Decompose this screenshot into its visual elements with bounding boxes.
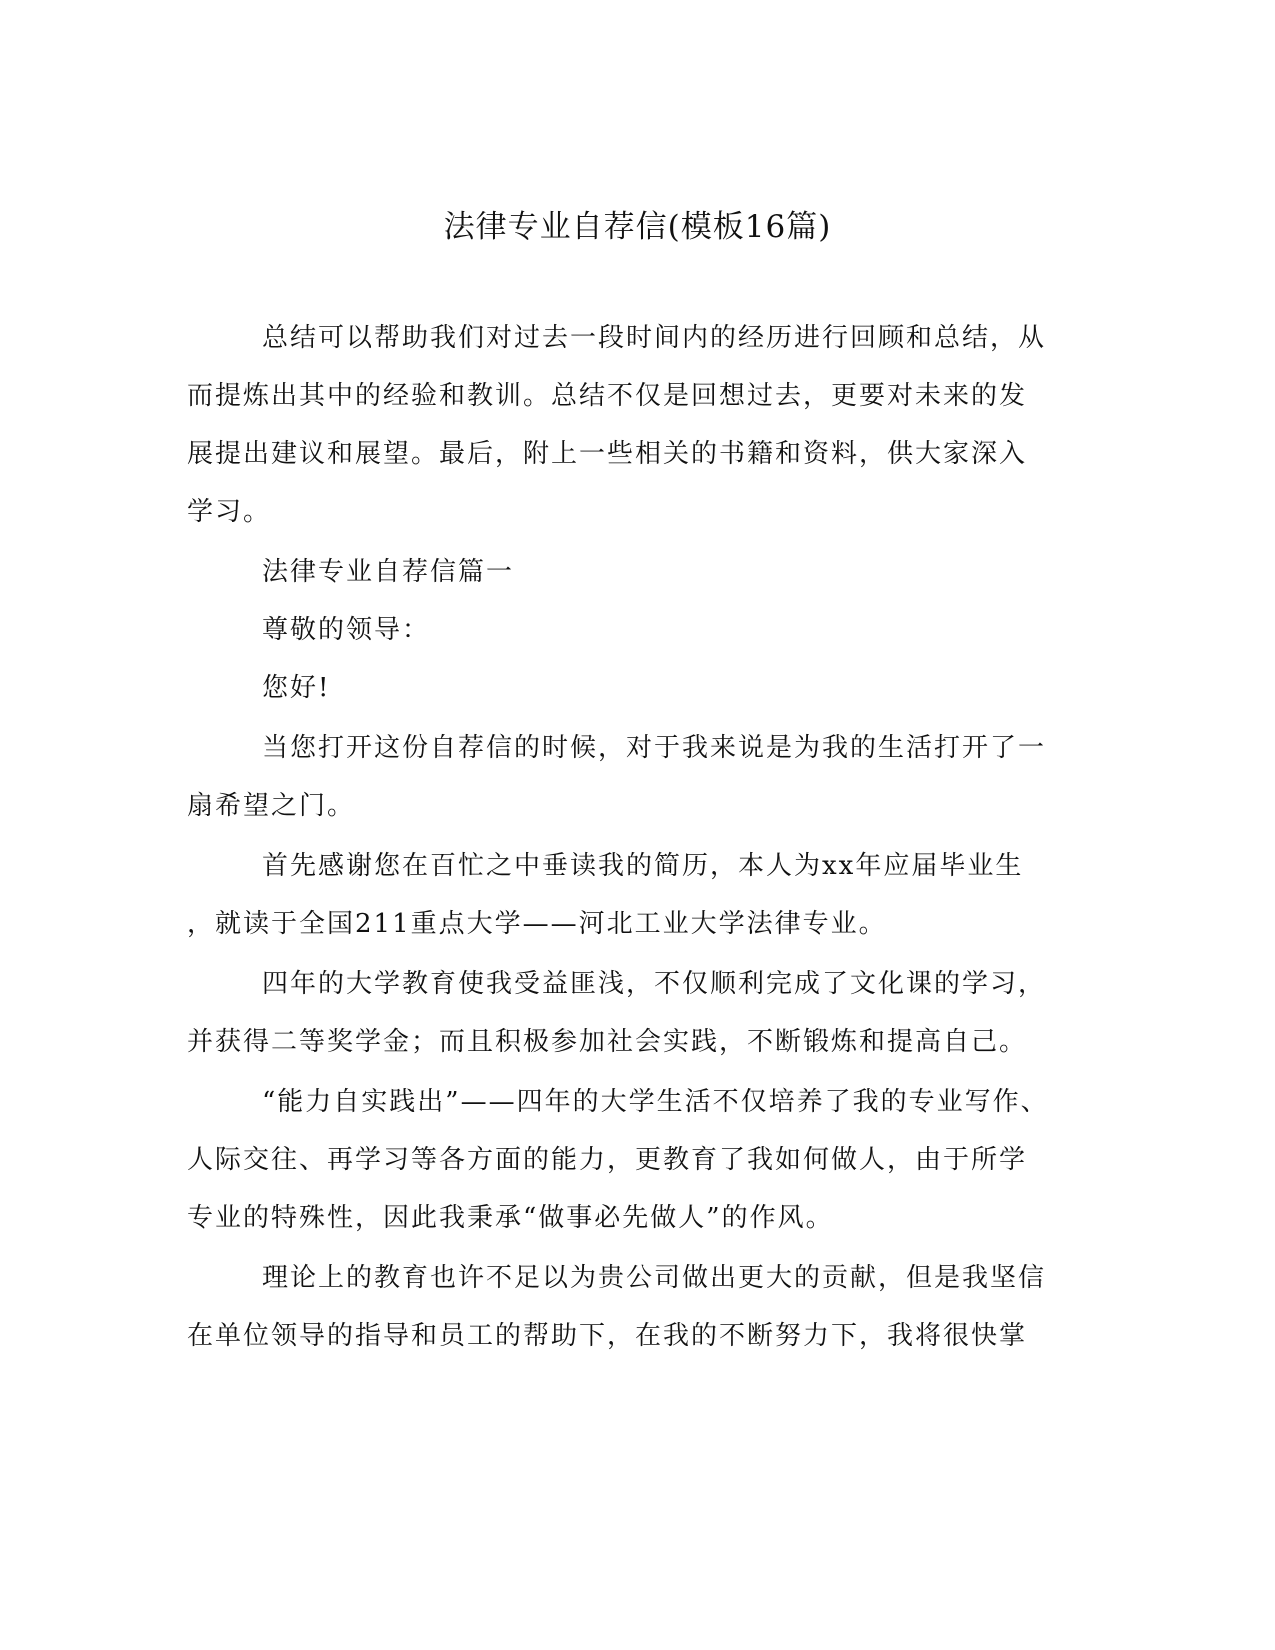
paragraph-line: 而提炼出其中的经验和教训。总结不仅是回想过去，更要对未来的发 (187, 381, 1028, 411)
paragraph-line: 首先感谢您在百忙之中垂读我的简历，本人为xx年应届毕业生 (262, 851, 1024, 881)
document-title: 法律专业自荐信(模板16篇) (443, 209, 832, 245)
paragraph-line: 在单位领导的指导和员工的帮助下，在我的不断努力下，我将很快掌 (187, 1321, 1028, 1351)
paragraph-line: “能力自实践出”——四年的大学生活不仅培养了我的专业写作、 (262, 1087, 1049, 1117)
salutation: 尊敬的领导： (262, 615, 431, 645)
paragraph-line: 四年的大学教育使我受益匪浅，不仅顺利完成了文化课的学习， (262, 969, 1047, 999)
paragraph-line: 理论上的教育也许不足以为贵公司做出更大的贡献，但是我坚信 (262, 1263, 1047, 1293)
paragraph-line: 专业的特殊性，因此我秉承“做事必先做人”的作风。 (187, 1203, 834, 1233)
greeting: 您好! (262, 673, 331, 703)
paragraph-line: 总结可以帮助我们对过去一段时间内的经历进行回顾和总结，从 (262, 323, 1047, 353)
paragraph-line: 当您打开这份自荐信的时候，对于我来说是为我的生活打开了一 (262, 733, 1047, 763)
paragraph-line: 学习。 (187, 497, 272, 527)
paragraph-line: 并获得二等奖学金；而且积极参加社会实践，不断锻炼和提高自己。 (187, 1027, 1028, 1057)
section-heading: 法律专业自荐信篇一 (262, 557, 515, 587)
paragraph-line: 展提出建议和展望。最后，附上一些相关的书籍和资料，供大家深入 (187, 439, 1028, 469)
paragraph-line: 扇希望之门。 (187, 791, 356, 821)
paragraph-line: ，就读于全国211重点大学——河北工业大学法律专业。 (187, 909, 887, 939)
paragraph-line: 人际交往、再学习等各方面的能力，更教育了我如何做人，由于所学 (187, 1145, 1028, 1175)
